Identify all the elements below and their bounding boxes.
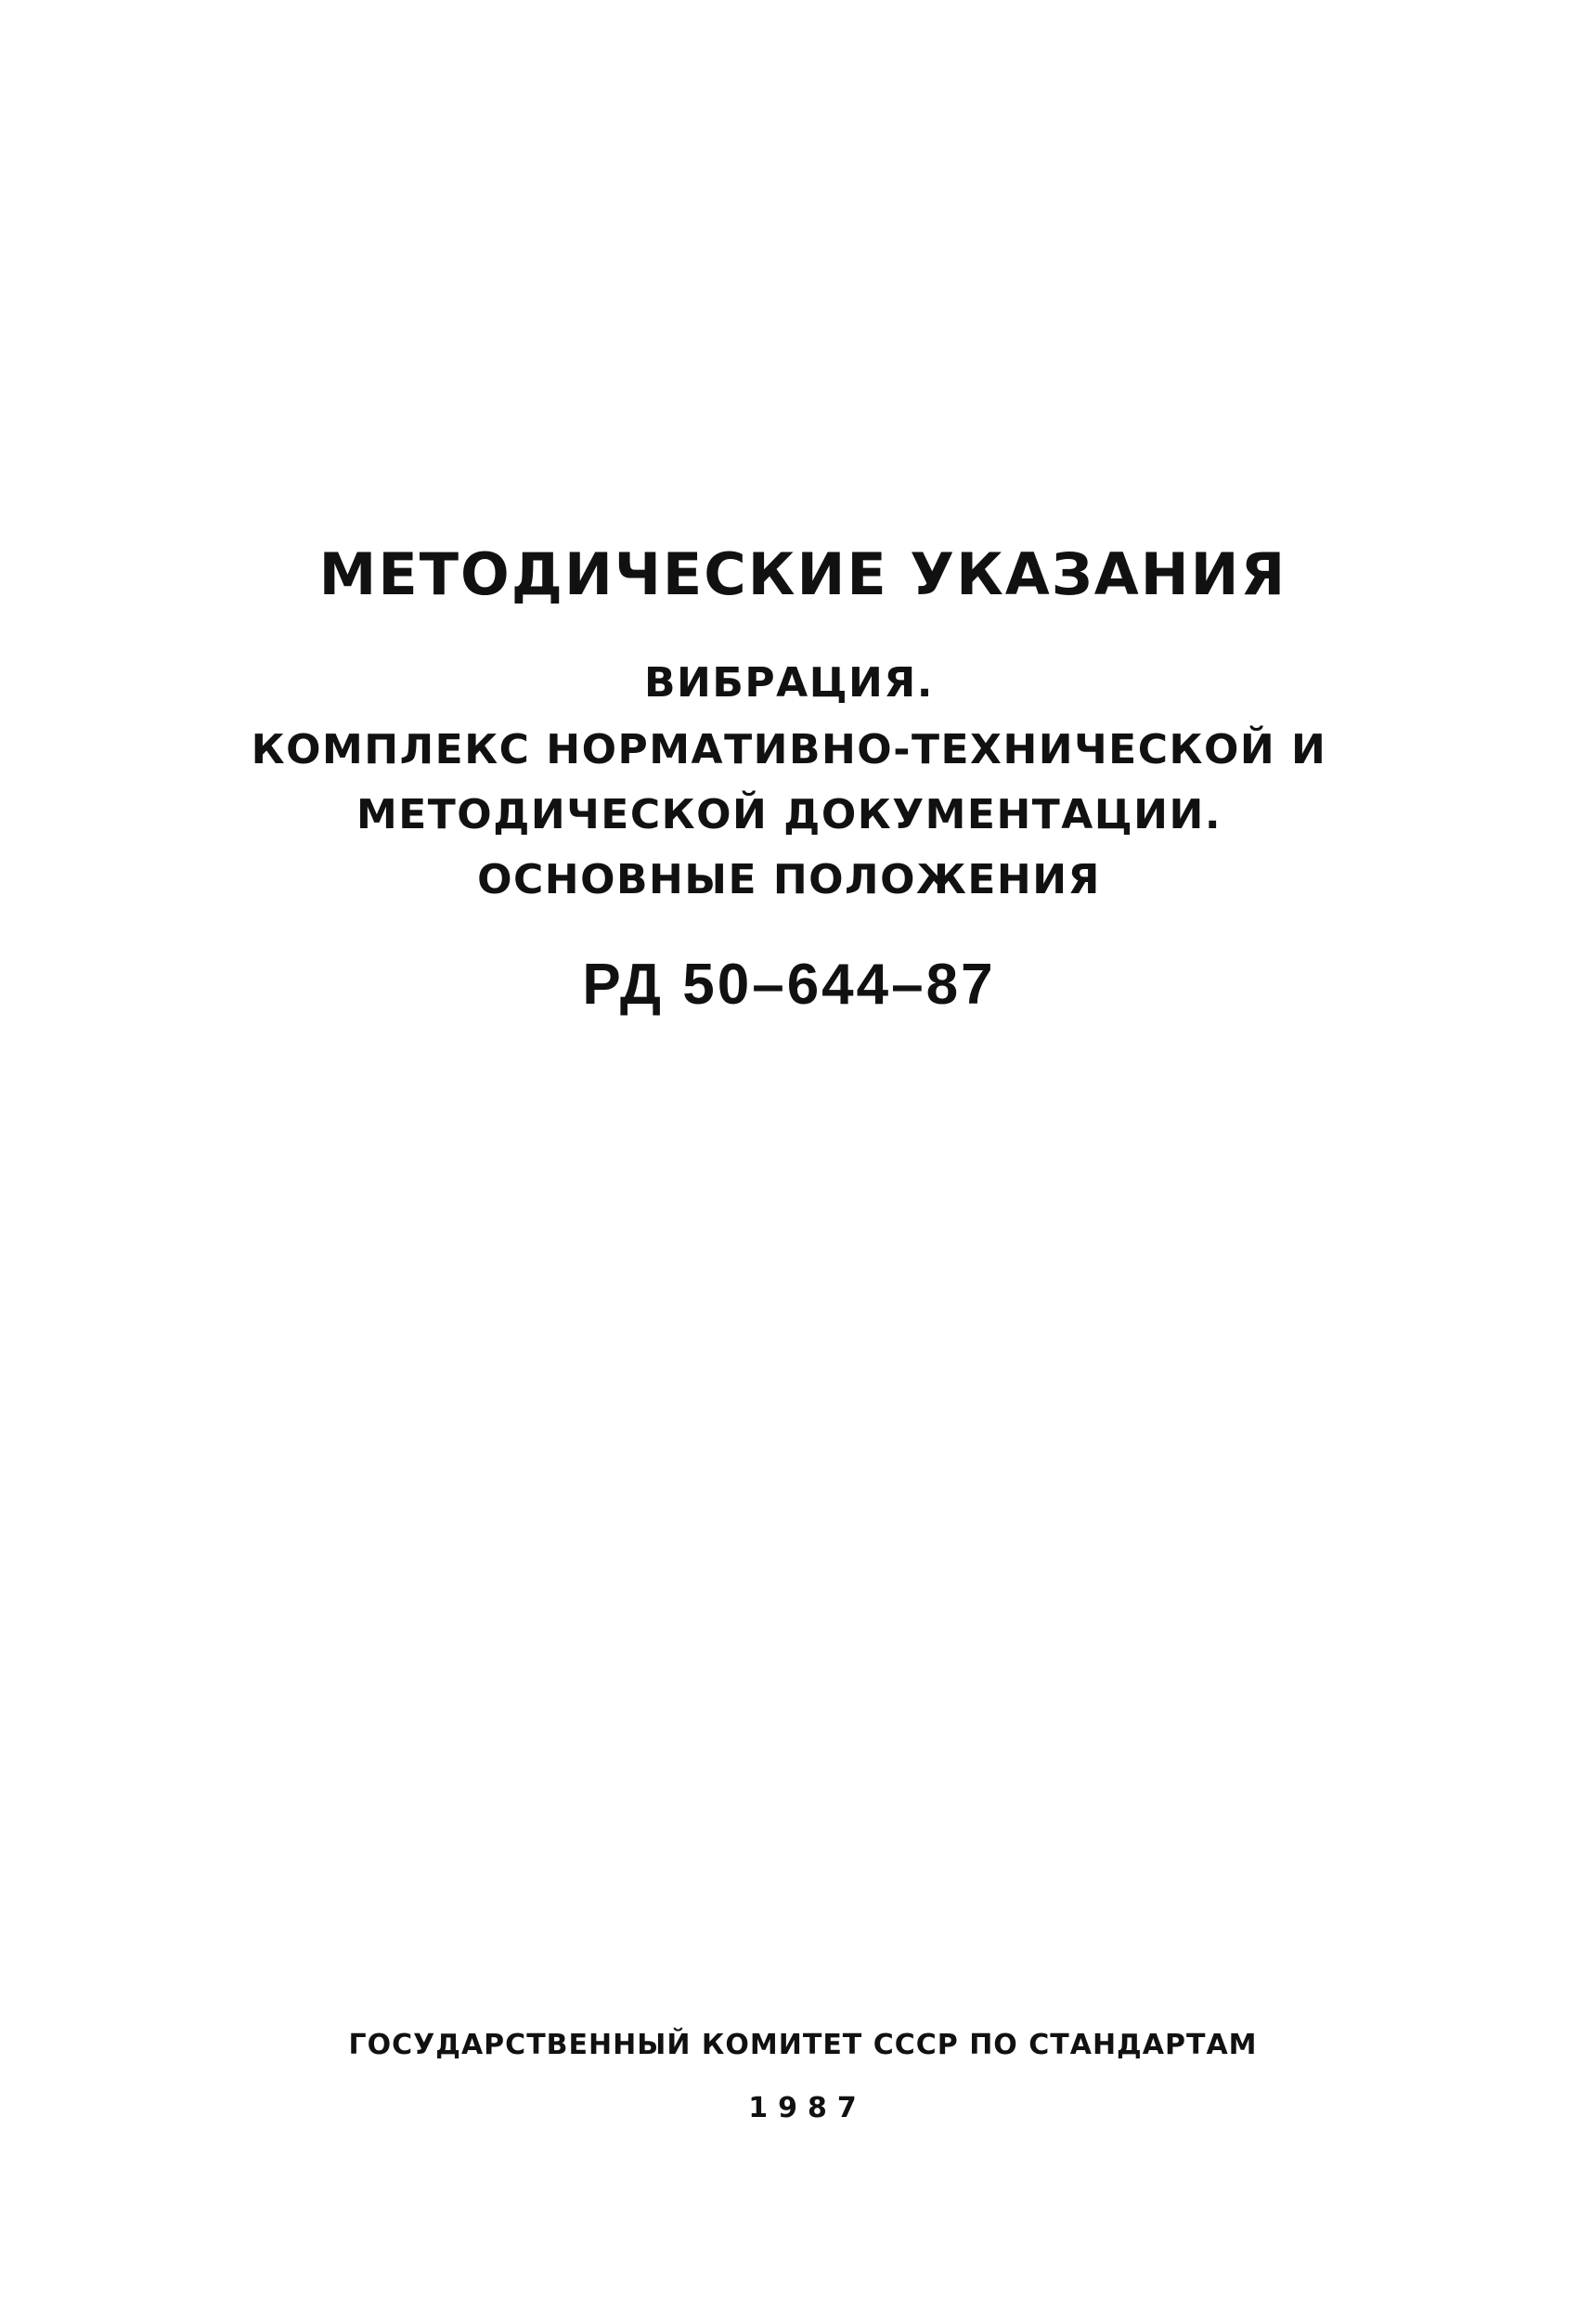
publisher: ГОСУДАРСТВЕННЫЙ КОМИТЕТ СССР ПО СТАНДАРТАМ	[348, 2029, 1258, 2061]
document-code: РД 50–644–87	[582, 953, 996, 1017]
subtitle-line-1: ВИБРАЦИЯ.	[644, 659, 934, 707]
document-type-heading: МЕТОДИЧЕСКИЕ УКАЗАНИЯ	[318, 540, 1287, 608]
publication-year: 1987	[748, 2092, 867, 2124]
subtitle-line-4: ОСНОВНЫЕ ПОЛОЖЕНИЯ	[477, 856, 1101, 903]
subtitle-line-3: МЕТОДИЧЕСКОЙ ДОКУМЕНТАЦИИ.	[356, 791, 1222, 838]
subtitle-line-2: КОМПЛЕКС НОРМАТИВНО-ТЕХНИЧЕСКОЙ И	[251, 726, 1327, 773]
